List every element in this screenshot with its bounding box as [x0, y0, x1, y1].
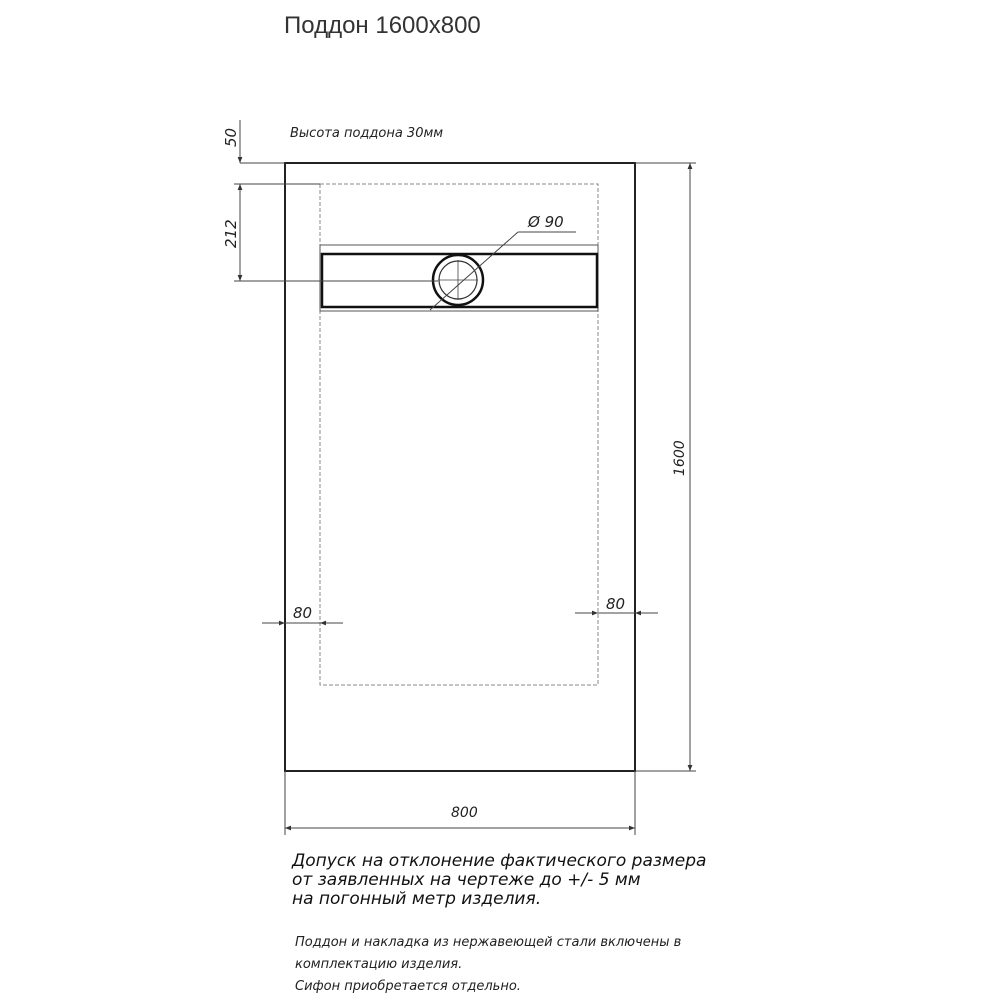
width-dimension — [285, 771, 635, 835]
tolerance-note — [292, 852, 812, 909]
tolerance-line: Допуск на отклонение фактического размера — [292, 851, 707, 871]
note-line: Сифон приобретается отдельно. — [295, 979, 521, 994]
note-line: комплектацию изделия. — [295, 957, 463, 972]
length-label: 1600 — [672, 440, 688, 476]
diameter-label: Ø 90 — [528, 213, 564, 231]
tolerance-line: на погонный метр изделия. — [292, 889, 542, 909]
right-margin-label: 80 — [606, 595, 626, 613]
top-offset-label: 50 — [222, 127, 240, 147]
note-line: Поддон и накладка из нержавеющей стали включены в — [295, 935, 682, 950]
left-margin-label: 80 — [293, 604, 313, 622]
drain-outlet — [433, 255, 483, 305]
tolerance-line: от заявленных на чертеже до +/- 5 мм — [292, 870, 641, 890]
delivery-notes — [295, 932, 855, 998]
drawing-title: Поддон 1600х800 — [284, 12, 481, 39]
width-label: 800 — [451, 805, 478, 821]
drain-offset-label: 212 — [222, 219, 240, 248]
height-note: Высота поддона 30мм — [290, 126, 444, 141]
